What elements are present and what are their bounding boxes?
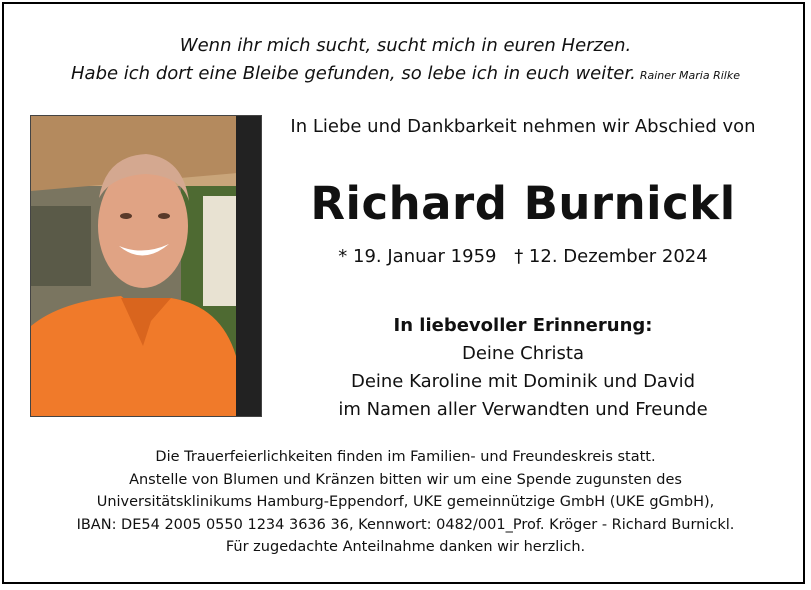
memory-heading: In liebevoller Erinnerung: <box>393 315 653 336</box>
intro-text: In Liebe und Dankbarkeit nehmen wir Abschied von <box>290 116 756 137</box>
footer-line: Die Trauerfeierlichkeiten finden im Familien- und Freundeskreis statt. <box>155 449 656 465</box>
life-dates <box>265 244 781 270</box>
memory-line: Deine Christa <box>462 343 584 364</box>
quote-author: Rainer Maria Rilke <box>639 69 740 82</box>
deceased-name: Richard Burnickl <box>310 177 736 230</box>
memory-block <box>265 312 781 424</box>
quote-line-2-text: Habe ich dort eine Bleibe gefunden, so lebe ich in euch weiter. <box>71 63 636 84</box>
portrait-photo <box>30 115 262 417</box>
memory-line: im Namen aller Verwandten und Freunde <box>338 399 708 420</box>
footer-text <box>0 446 811 559</box>
portrait-image <box>31 116 261 416</box>
footer-line: Universitätsklinikums Hamburg-Eppendorf, UKE gemeinnützige GmbH (UKE gGmbH), <box>96 494 715 510</box>
footer-line: Für zugedachte Anteilnahme danken wir herzlich. <box>225 539 586 555</box>
footer-line: IBAN: DE54 2005 0550 1234 3636 36, Kennwort: 0482/001_Prof. Kröger - Richard Burnickl. <box>76 516 735 533</box>
death-date: † 12. Dezember 2024 <box>514 246 708 267</box>
quote-line-1: Wenn ihr mich sucht, sucht mich in euren Herzen. <box>179 35 632 56</box>
birth-date: * 19. Januar 1959 <box>338 246 497 267</box>
memory-line: Deine Karoline mit Dominik und David <box>350 371 696 392</box>
quote-line-2 <box>0 60 811 90</box>
footer-line: Anstelle von Blumen und Kränzen bitten wir um eine Spende zugunsten des <box>129 471 682 488</box>
